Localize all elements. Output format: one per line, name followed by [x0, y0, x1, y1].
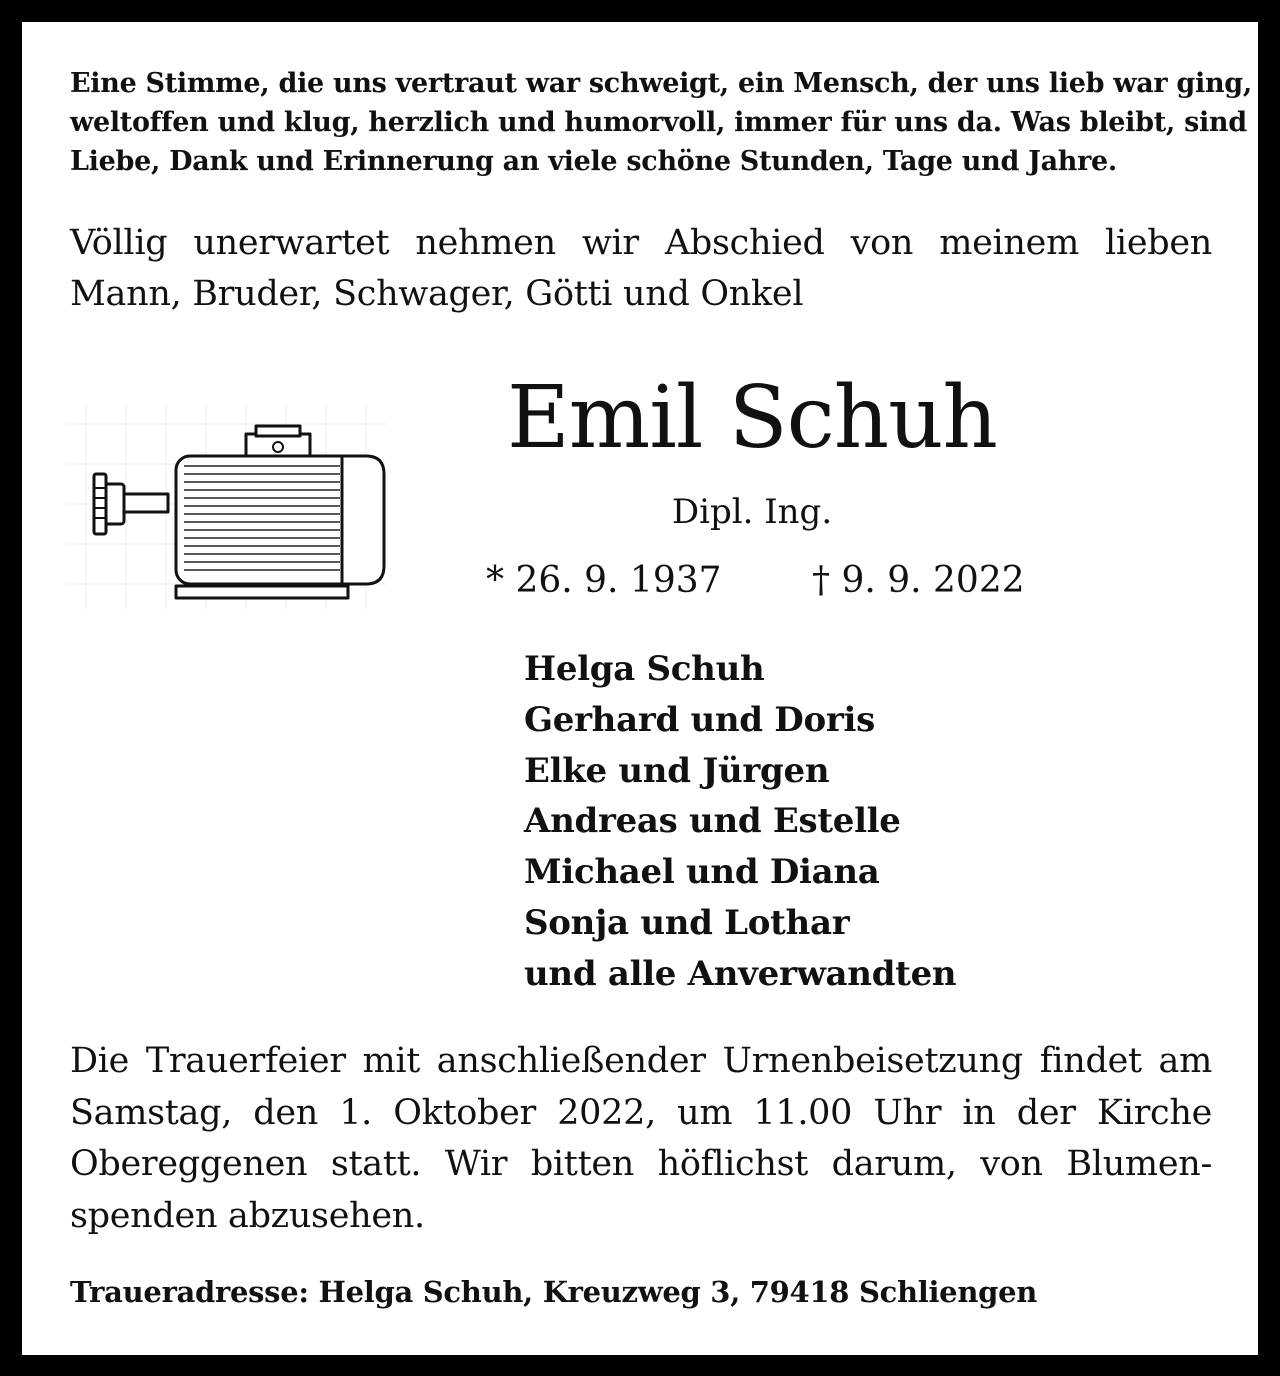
- service-line: Samstag, den 1. Oktober 2022, um 11.00 Uhr in der Kirche: [70, 1092, 1212, 1133]
- intro-line: Völlig unerwartet nehmen wir Abschied von meinem lieben: [70, 223, 1212, 263]
- funeral-service-info: [70, 1036, 1212, 1242]
- service-line: spenden abzusehen.: [70, 1195, 425, 1236]
- family-line: und alle Anverwandten: [524, 953, 957, 994]
- deceased-name: Emil Schuh: [507, 368, 997, 468]
- service-line: Die Trauerfeier mit anschließender Urnenbeisetzung findet am: [70, 1041, 1212, 1081]
- family-line: Sonja und Lothar: [524, 902, 850, 943]
- service-line: Obereggenen statt. Wir bitten höflichst darum, von Blumen-: [70, 1144, 1212, 1184]
- family-line: Andreas und Estelle: [524, 801, 901, 842]
- farewell-intro: [70, 218, 1212, 320]
- family-line: Gerhard und Doris: [524, 699, 875, 740]
- family-line: Elke und Jürgen: [524, 750, 830, 791]
- deceased-title: Dipl. Ing.: [671, 492, 833, 532]
- mourning-address: Traueradresse: Helga Schuh, Kreuzweg 3, 79418 Schliengen: [70, 1275, 1038, 1309]
- death-date: † 9. 9. 2022: [812, 560, 1025, 601]
- verse-line: weltoffen und klug, herzlich und humorvoll, immer für uns da. Was bleibt, sind: [70, 107, 1247, 138]
- family-signatories: [524, 644, 1084, 1000]
- verse-line: Liebe, Dank und Erinnerung an viele schöne Stunden, Tage und Jahre.: [70, 146, 1118, 177]
- electric-motor-icon: [66, 404, 386, 609]
- family-line: Helga Schuh: [524, 649, 765, 689]
- memorial-verse: [70, 64, 1252, 181]
- verse-line: Eine Stimme, die uns vertraut war schweigt, ein Mensch, der uns lieb war ging,: [70, 68, 1252, 99]
- intro-line: Mann, Bruder, Schwager, Götti und Onkel: [70, 274, 804, 314]
- family-line: Michael und Diana: [524, 852, 880, 893]
- birth-date: * 26. 9. 1937: [486, 560, 722, 601]
- obituary-notice: [22, 22, 1258, 1355]
